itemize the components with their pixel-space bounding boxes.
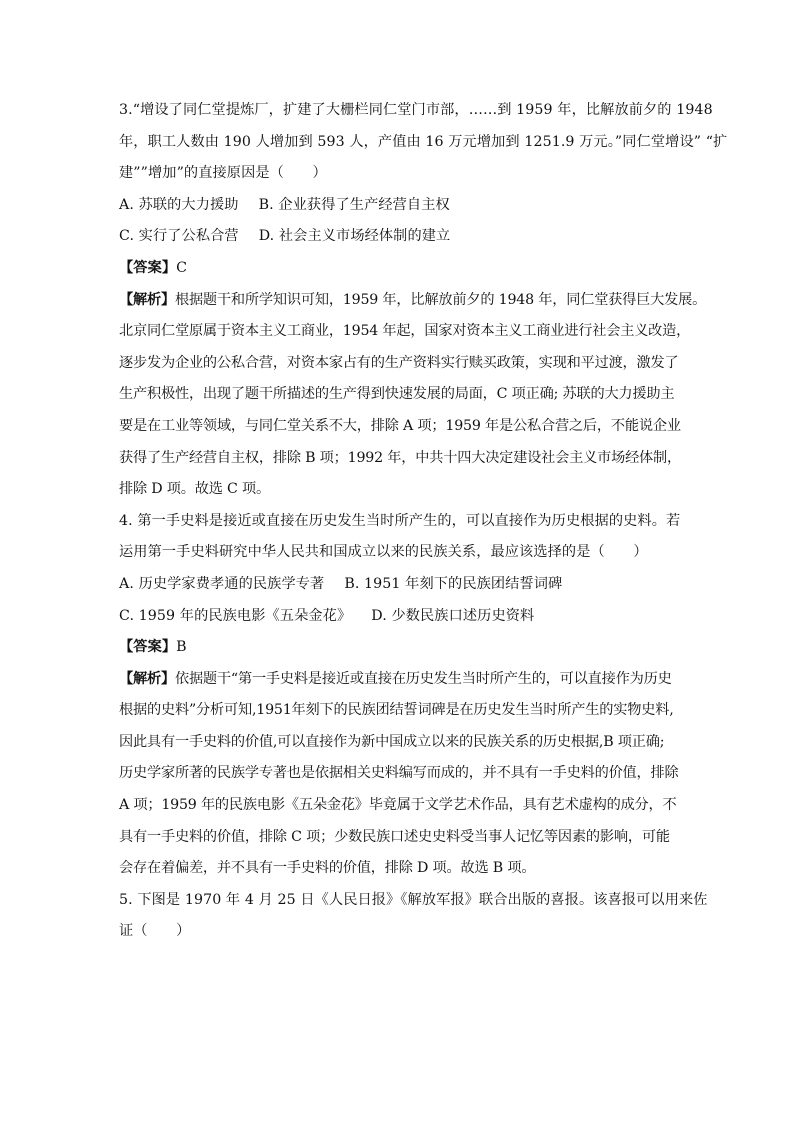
q3-analysis-line-7: 排除 D 项。故选 C 项。 bbox=[119, 481, 270, 498]
q3-analysis-text-1: 根据题干和所学知识可知，1959 年，比解放前夕的 1948 年，同仁堂获得巨大发展。 bbox=[174, 291, 707, 308]
q4-analysis-line-4: 历史学家所著的民族学专著也是依据相关史料编写而成的，并不具有一手史料的价值，排除 bbox=[119, 765, 679, 782]
q3-option-c: C. 实行了公私合营 bbox=[119, 228, 239, 245]
question-3 bbox=[119, 95, 728, 506]
q3-options-row-1 bbox=[119, 190, 679, 222]
question-4 bbox=[119, 506, 679, 885]
q3-option-a: A. 苏联的大力援助 bbox=[119, 196, 239, 213]
q3-stem-line-3: 建””增加”的直接原因是（ ） bbox=[119, 165, 327, 182]
q3-analysis-line-3: 逐步发为企业的公私合营，对资本家占有的生产资料实行赎买政策，实现和平过渡，激发了 bbox=[119, 354, 679, 371]
q3-analysis-line-4: 生产积极性，出现了题干所描述的生产得到快速发展的局面，C 项正确; 苏联的大力援助主 bbox=[119, 386, 675, 403]
q5-stem-line-1: 5. 下图是 1970 年 4 月 25 日《人民日报》《解放军报》联合出版的喜报。该喜报可以用来佐 bbox=[119, 891, 708, 908]
q3-answer-value: C bbox=[176, 259, 188, 276]
q4-options-row-1 bbox=[119, 569, 679, 601]
q3-analysis-tag: 【解析】 bbox=[119, 291, 175, 308]
q4-option-a: A. 历史学家费孝通的民族学专著 bbox=[119, 575, 325, 592]
q4-analysis-line-5: A 项；1959 年的民族电影《五朵金花》毕竟属于文学艺术作品，具有艺术虚构的成分，不 bbox=[119, 797, 677, 814]
q4-answer-tag: 【答案】 bbox=[119, 639, 177, 656]
q4-option-c: C. 1959 年的民族电影《五朵金花》 bbox=[119, 607, 352, 624]
q4-analysis-text-1: 依据题干“第一手史料是接近或直接在历史发生当时所产生的，可以直接作为历史 bbox=[174, 670, 672, 687]
question-5 bbox=[119, 885, 708, 948]
q4-analysis-line-1 bbox=[119, 664, 679, 696]
q4-options-row-2 bbox=[119, 601, 679, 633]
page-content bbox=[119, 95, 728, 948]
q4-option-b: B. 1951 年刻下的民族团结誓词碑 bbox=[344, 575, 563, 592]
q4-analysis-line-6: 具有一手史料的价值，排除 C 项；少数民族口述史史料受当事人记忆等因素的影响，可能 bbox=[119, 828, 670, 845]
q3-stem-line-2: 年，职工人数由 190 人增加到 593 人，产值由 16 万元增加到 1251.9 万元。”同仁堂增设” “扩 bbox=[119, 133, 728, 150]
q5-stem-line-2: 证（ ） bbox=[119, 923, 191, 940]
q3-analysis-line-5: 要是在工业等领域，与同仁堂关系不大，排除 A 项；1959 年是公私合营之后，不能说企业 bbox=[119, 417, 681, 434]
q4-stem-line-2: 运用第一手史料研究中华人民共和国成立以来的民族关系，最应该选择的是（ ） bbox=[119, 544, 648, 561]
q3-answer bbox=[119, 253, 679, 285]
q3-options-row-2 bbox=[119, 221, 679, 253]
q4-analysis-tag: 【解析】 bbox=[119, 670, 175, 687]
q4-analysis-line-7: 会存在着偏差，并不具有一手史料的价值，排除 D 项。故选 B 项。 bbox=[119, 860, 536, 877]
q3-analysis-line-2: 北京同仁堂原属于资本主义工商业，1954 年起，国家对资本主义工商业进行社会主义改造， bbox=[119, 323, 691, 340]
q4-stem-line-1: 4. 第一手史料是接近或直接在历史发生当时所产生的，可以直接作为历史根据的史料。若 bbox=[119, 512, 681, 529]
q4-option-d: D. 少数民族口述历史资料 bbox=[371, 607, 535, 624]
q4-analysis-line-2: 根据的史料”分析可知,1951年刻下的民族团结誓词碑是在历史发生当时所产生的实物史料, bbox=[119, 702, 674, 719]
q3-option-b: B. 企业获得了生产经营自主权 bbox=[258, 196, 450, 213]
q4-answer-value: B bbox=[176, 639, 187, 656]
q4-answer bbox=[119, 632, 679, 664]
q3-analysis-line-1 bbox=[119, 285, 707, 317]
q3-stem-line-1: 3.“增设了同仁堂提炼厂，扩建了大栅栏同仁堂门市部，……到 1959 年，比解放前夕的 1948 bbox=[119, 102, 713, 118]
q3-answer-tag: 【答案】 bbox=[119, 259, 177, 276]
q4-analysis-line-3: 因此具有一手史料的价值,可以直接作为新中国成立以来的民族关系的历史根据,B 项正确; bbox=[119, 733, 665, 750]
q3-option-d: D. 社会主义市场经体制的建立 bbox=[258, 228, 451, 245]
q3-analysis-line-6: 获得了生产经营自主权，排除 B 项；1992 年，中共十四大决定建设社会主义市场经体制， bbox=[119, 449, 682, 466]
